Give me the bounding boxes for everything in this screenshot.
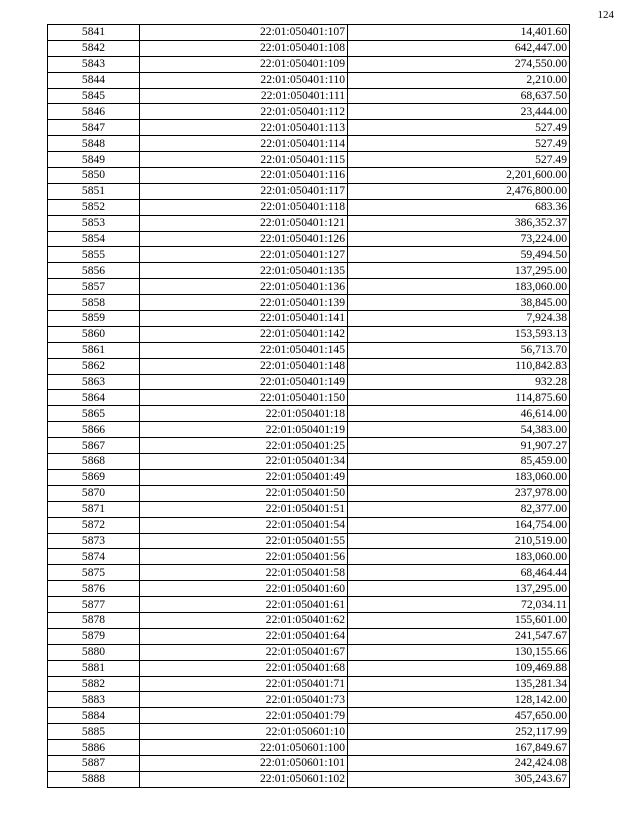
cadastral-number-cell: 22:01:050401:19 bbox=[140, 422, 348, 438]
cadastral-number-cell: 22:01:050401:145 bbox=[140, 342, 348, 358]
table-row bbox=[48, 612, 570, 628]
table-row bbox=[48, 454, 570, 470]
row-number-cell: 5850 bbox=[48, 168, 140, 184]
value-cell: 527.49 bbox=[348, 136, 570, 152]
value-cell: 46,614.00 bbox=[348, 406, 570, 422]
row-number-cell: 5867 bbox=[48, 438, 140, 454]
table-row bbox=[48, 358, 570, 374]
cadastral-number-cell: 22:01:050401:142 bbox=[140, 326, 348, 342]
cadastral-number-cell: 22:01:050401:113 bbox=[140, 120, 348, 136]
row-number-cell: 5854 bbox=[48, 231, 140, 247]
row-number-cell: 5886 bbox=[48, 740, 140, 756]
row-number-cell: 5888 bbox=[48, 771, 140, 787]
cadastral-number-cell: 22:01:050401:107 bbox=[140, 25, 348, 41]
cadastral-number-cell: 22:01:050401:148 bbox=[140, 358, 348, 374]
row-number-cell: 5879 bbox=[48, 628, 140, 644]
row-number-cell: 5870 bbox=[48, 485, 140, 501]
cadastral-number-cell: 22:01:050401:58 bbox=[140, 565, 348, 581]
value-cell: 2,201,600.00 bbox=[348, 168, 570, 184]
cadastral-number-cell: 22:01:050401:118 bbox=[140, 199, 348, 215]
table-row bbox=[48, 755, 570, 771]
table-row bbox=[48, 533, 570, 549]
table-row bbox=[48, 183, 570, 199]
table-body bbox=[48, 25, 570, 788]
row-number-cell: 5845 bbox=[48, 88, 140, 104]
table-row bbox=[48, 374, 570, 390]
table-row bbox=[48, 326, 570, 342]
table-row bbox=[48, 469, 570, 485]
cadastral-number-cell: 22:01:050401:116 bbox=[140, 168, 348, 184]
table-row bbox=[48, 438, 570, 454]
value-cell: 237,978.00 bbox=[348, 485, 570, 501]
table-row bbox=[48, 215, 570, 231]
cadastral-number-cell: 22:01:050401:114 bbox=[140, 136, 348, 152]
cadastral-number-cell: 22:01:050401:112 bbox=[140, 104, 348, 120]
value-cell: 73,224.00 bbox=[348, 231, 570, 247]
value-cell: 155,601.00 bbox=[348, 612, 570, 628]
row-number-cell: 5865 bbox=[48, 406, 140, 422]
row-number-cell: 5859 bbox=[48, 311, 140, 327]
value-cell: 14,401.60 bbox=[348, 25, 570, 41]
table-row bbox=[48, 72, 570, 88]
table-row bbox=[48, 199, 570, 215]
row-number-cell: 5851 bbox=[48, 183, 140, 199]
row-number-cell: 5846 bbox=[48, 104, 140, 120]
table-row bbox=[48, 390, 570, 406]
value-cell: 137,295.00 bbox=[348, 263, 570, 279]
row-number-cell: 5848 bbox=[48, 136, 140, 152]
cadastral-number-cell: 22:01:050401:110 bbox=[140, 72, 348, 88]
cadastral-number-cell: 22:01:050401:73 bbox=[140, 692, 348, 708]
value-cell: 2,210.00 bbox=[348, 72, 570, 88]
table-row bbox=[48, 40, 570, 56]
cadastral-number-cell: 22:01:050401:149 bbox=[140, 374, 348, 390]
table-row bbox=[48, 263, 570, 279]
cadastral-number-cell: 22:01:050601:100 bbox=[140, 740, 348, 756]
value-cell: 110,842.83 bbox=[348, 358, 570, 374]
value-cell: 164,754.00 bbox=[348, 517, 570, 533]
value-cell: 527.49 bbox=[348, 152, 570, 168]
value-cell: 59,494.50 bbox=[348, 247, 570, 263]
cadastral-number-cell: 22:01:050401:67 bbox=[140, 644, 348, 660]
cadastral-number-cell: 22:01:050401:71 bbox=[140, 676, 348, 692]
value-cell: 56,713.70 bbox=[348, 342, 570, 358]
value-cell: 457,650.00 bbox=[348, 708, 570, 724]
row-number-cell: 5875 bbox=[48, 565, 140, 581]
cadastral-number-cell: 22:01:050401:109 bbox=[140, 56, 348, 72]
cadastral-number-cell: 22:01:050401:55 bbox=[140, 533, 348, 549]
cadastral-number-cell: 22:01:050401:62 bbox=[140, 612, 348, 628]
value-cell: 183,060.00 bbox=[348, 549, 570, 565]
table-row bbox=[48, 501, 570, 517]
value-cell: 85,459.00 bbox=[348, 454, 570, 470]
table-row bbox=[48, 660, 570, 676]
cadastral-number-cell: 22:01:050401:121 bbox=[140, 215, 348, 231]
cadastral-number-cell: 22:01:050401:56 bbox=[140, 549, 348, 565]
value-cell: 114,875.60 bbox=[348, 390, 570, 406]
table-row bbox=[48, 104, 570, 120]
row-number-cell: 5869 bbox=[48, 469, 140, 485]
value-cell: 153,593.13 bbox=[348, 326, 570, 342]
table-row bbox=[48, 88, 570, 104]
cadastral-number-cell: 22:01:050401:139 bbox=[140, 295, 348, 311]
cadastral-number-cell: 22:01:050401:150 bbox=[140, 390, 348, 406]
cadastral-number-cell: 22:01:050601:10 bbox=[140, 724, 348, 740]
cadastral-number-cell: 22:01:050401:51 bbox=[140, 501, 348, 517]
row-number-cell: 5877 bbox=[48, 597, 140, 613]
value-cell: 305,243.67 bbox=[348, 771, 570, 787]
row-number-cell: 5883 bbox=[48, 692, 140, 708]
value-cell: 91,907.27 bbox=[348, 438, 570, 454]
value-cell: 82,377.00 bbox=[348, 501, 570, 517]
value-cell: 2,476,800.00 bbox=[348, 183, 570, 199]
row-number-cell: 5861 bbox=[48, 342, 140, 358]
table-row bbox=[48, 628, 570, 644]
row-number-cell: 5849 bbox=[48, 152, 140, 168]
table-row bbox=[48, 56, 570, 72]
cadastral-number-cell: 22:01:050401:49 bbox=[140, 469, 348, 485]
row-number-cell: 5884 bbox=[48, 708, 140, 724]
cadastral-number-cell: 22:01:050401:68 bbox=[140, 660, 348, 676]
row-number-cell: 5882 bbox=[48, 676, 140, 692]
value-cell: 241,547.67 bbox=[348, 628, 570, 644]
table-row bbox=[48, 708, 570, 724]
cadastral-number-cell: 22:01:050401:61 bbox=[140, 597, 348, 613]
table-row bbox=[48, 517, 570, 533]
cadastral-number-cell: 22:01:050401:115 bbox=[140, 152, 348, 168]
value-cell: 23,444.00 bbox=[348, 104, 570, 120]
cadastral-number-cell: 22:01:050401:126 bbox=[140, 231, 348, 247]
cadastral-number-cell: 22:01:050401:141 bbox=[140, 311, 348, 327]
value-cell: 135,281.34 bbox=[348, 676, 570, 692]
table-row bbox=[48, 279, 570, 295]
table-row bbox=[48, 25, 570, 41]
cadastral-number-cell: 22:01:050401:79 bbox=[140, 708, 348, 724]
cadastral-number-cell: 22:01:050401:111 bbox=[140, 88, 348, 104]
value-cell: 54,383.00 bbox=[348, 422, 570, 438]
value-cell: 128,142.00 bbox=[348, 692, 570, 708]
cadastral-number-cell: 22:01:050401:117 bbox=[140, 183, 348, 199]
row-number-cell: 5866 bbox=[48, 422, 140, 438]
cadastral-number-cell: 22:01:050401:18 bbox=[140, 406, 348, 422]
cadastral-number-cell: 22:01:050401:34 bbox=[140, 454, 348, 470]
row-number-cell: 5852 bbox=[48, 199, 140, 215]
row-number-cell: 5841 bbox=[48, 25, 140, 41]
row-number-cell: 5864 bbox=[48, 390, 140, 406]
table-row bbox=[48, 676, 570, 692]
row-number-cell: 5868 bbox=[48, 454, 140, 470]
cadastral-number-cell: 22:01:050401:64 bbox=[140, 628, 348, 644]
page-number: 124 bbox=[597, 9, 614, 21]
cadastral-number-cell: 22:01:050601:102 bbox=[140, 771, 348, 787]
table-row bbox=[48, 771, 570, 787]
row-number-cell: 5887 bbox=[48, 755, 140, 771]
cadastral-number-cell: 22:01:050401:54 bbox=[140, 517, 348, 533]
table-row bbox=[48, 342, 570, 358]
row-number-cell: 5858 bbox=[48, 295, 140, 311]
table-row bbox=[48, 136, 570, 152]
table-row bbox=[48, 168, 570, 184]
value-cell: 210,519.00 bbox=[348, 533, 570, 549]
table-row bbox=[48, 152, 570, 168]
value-cell: 72,034.11 bbox=[348, 597, 570, 613]
table-row bbox=[48, 231, 570, 247]
row-number-cell: 5843 bbox=[48, 56, 140, 72]
cadastral-number-cell: 22:01:050601:101 bbox=[140, 755, 348, 771]
row-number-cell: 5876 bbox=[48, 581, 140, 597]
row-number-cell: 5880 bbox=[48, 644, 140, 660]
table-row bbox=[48, 406, 570, 422]
cadastral-number-cell: 22:01:050401:127 bbox=[140, 247, 348, 263]
value-cell: 932.28 bbox=[348, 374, 570, 390]
row-number-cell: 5847 bbox=[48, 120, 140, 136]
cadastral-number-cell: 22:01:050401:60 bbox=[140, 581, 348, 597]
table-row bbox=[48, 120, 570, 136]
cadastral-number-cell: 22:01:050401:50 bbox=[140, 485, 348, 501]
value-cell: 183,060.00 bbox=[348, 279, 570, 295]
value-cell: 137,295.00 bbox=[348, 581, 570, 597]
value-cell: 7,924.38 bbox=[348, 311, 570, 327]
row-number-cell: 5842 bbox=[48, 40, 140, 56]
row-number-cell: 5874 bbox=[48, 549, 140, 565]
row-number-cell: 5885 bbox=[48, 724, 140, 740]
table-row bbox=[48, 247, 570, 263]
table-row bbox=[48, 485, 570, 501]
value-cell: 642,447.00 bbox=[348, 40, 570, 56]
row-number-cell: 5872 bbox=[48, 517, 140, 533]
value-cell: 386,352.37 bbox=[348, 215, 570, 231]
value-cell: 242,424.08 bbox=[348, 755, 570, 771]
row-number-cell: 5853 bbox=[48, 215, 140, 231]
table-row bbox=[48, 549, 570, 565]
cadastral-number-cell: 22:01:050401:136 bbox=[140, 279, 348, 295]
row-number-cell: 5871 bbox=[48, 501, 140, 517]
row-number-cell: 5878 bbox=[48, 612, 140, 628]
cadastral-number-cell: 22:01:050401:108 bbox=[140, 40, 348, 56]
row-number-cell: 5881 bbox=[48, 660, 140, 676]
table-row bbox=[48, 565, 570, 581]
value-cell: 183,060.00 bbox=[348, 469, 570, 485]
value-cell: 527.49 bbox=[348, 120, 570, 136]
row-number-cell: 5856 bbox=[48, 263, 140, 279]
value-cell: 68,464.44 bbox=[348, 565, 570, 581]
value-cell: 68,637.50 bbox=[348, 88, 570, 104]
table-row bbox=[48, 311, 570, 327]
data-table bbox=[47, 24, 570, 788]
value-cell: 683.36 bbox=[348, 199, 570, 215]
table-row bbox=[48, 597, 570, 613]
row-number-cell: 5855 bbox=[48, 247, 140, 263]
table-row bbox=[48, 692, 570, 708]
cadastral-number-cell: 22:01:050401:25 bbox=[140, 438, 348, 454]
cadastral-number-cell: 22:01:050401:135 bbox=[140, 263, 348, 279]
table-row bbox=[48, 724, 570, 740]
row-number-cell: 5873 bbox=[48, 533, 140, 549]
table-row bbox=[48, 740, 570, 756]
value-cell: 38,845.00 bbox=[348, 295, 570, 311]
table-row bbox=[48, 295, 570, 311]
row-number-cell: 5863 bbox=[48, 374, 140, 390]
row-number-cell: 5844 bbox=[48, 72, 140, 88]
value-cell: 274,550.00 bbox=[348, 56, 570, 72]
value-cell: 130,155.66 bbox=[348, 644, 570, 660]
value-cell: 167,849.67 bbox=[348, 740, 570, 756]
value-cell: 252,117.99 bbox=[348, 724, 570, 740]
table-row bbox=[48, 422, 570, 438]
table-row bbox=[48, 581, 570, 597]
value-cell: 109,469.88 bbox=[348, 660, 570, 676]
row-number-cell: 5862 bbox=[48, 358, 140, 374]
row-number-cell: 5857 bbox=[48, 279, 140, 295]
table-row bbox=[48, 644, 570, 660]
row-number-cell: 5860 bbox=[48, 326, 140, 342]
